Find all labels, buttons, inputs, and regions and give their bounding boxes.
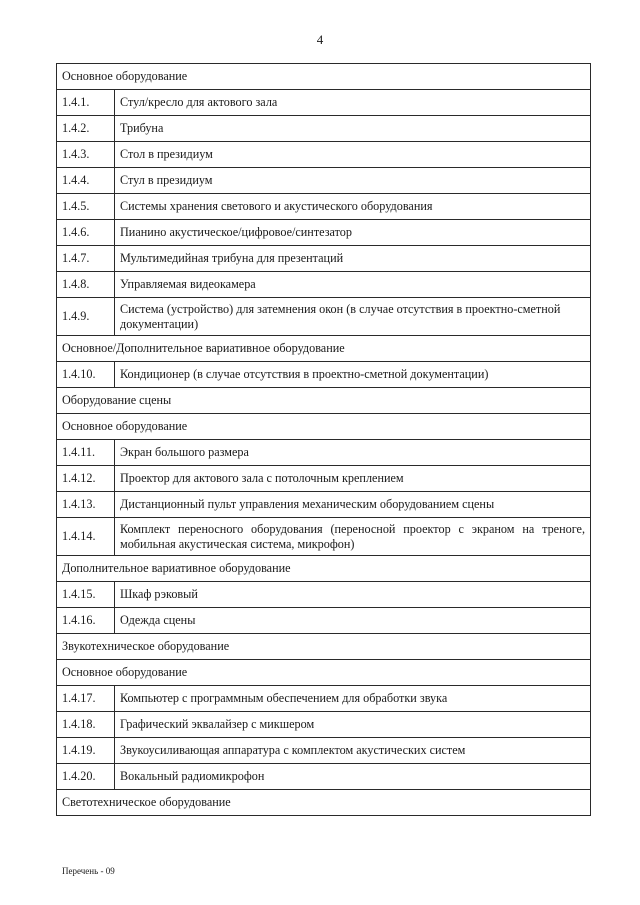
section-header: Основное/Дополнительное вариативное оборудование <box>57 336 591 362</box>
item-number: 1.4.11. <box>57 440 115 466</box>
section-header: Звукотехническое оборудование <box>57 634 591 660</box>
item-number: 1.4.14. <box>57 518 115 556</box>
table-row <box>57 556 591 582</box>
item-description: Стол в президиум <box>115 142 591 168</box>
item-description: Управляемая видеокамера <box>115 272 591 298</box>
item-description: Звукоусиливающая аппаратура с комплектом акустических систем <box>115 738 591 764</box>
table-row <box>57 362 591 388</box>
item-description: Стул в президиум <box>115 168 591 194</box>
page-number: 4 <box>316 32 324 47</box>
section-header: Основное оборудование <box>57 414 591 440</box>
table-row <box>57 64 591 90</box>
table-row <box>57 336 591 362</box>
table-row <box>57 388 591 414</box>
section-header: Светотехническое оборудование <box>57 790 591 816</box>
table-row <box>57 246 591 272</box>
item-description: Трибуна <box>115 116 591 142</box>
table-row <box>57 440 591 466</box>
table-row <box>57 194 591 220</box>
item-number: 1.4.15. <box>57 582 115 608</box>
document-footer: Перечень - 09 <box>62 866 115 876</box>
item-number: 1.4.3. <box>57 142 115 168</box>
item-description: Компьютер с программным обеспечением для обработки звука <box>115 686 591 712</box>
item-number: 1.4.19. <box>57 738 115 764</box>
item-description: Пианино акустическое/цифровое/синтезатор <box>115 220 591 246</box>
item-number: 1.4.7. <box>57 246 115 272</box>
item-description: Вокальный радиомикрофон <box>115 764 591 790</box>
item-number: 1.4.4. <box>57 168 115 194</box>
item-number: 1.4.9. <box>57 298 115 336</box>
item-description: Комплект переносного оборудования (переносной проектор с экраном на треноге, мобильная акустическая система, микрофон) <box>115 518 591 556</box>
table-row <box>57 790 591 816</box>
item-number: 1.4.1. <box>57 90 115 116</box>
table-row <box>57 168 591 194</box>
table-row <box>57 116 591 142</box>
table-row <box>57 518 591 556</box>
table-row <box>57 712 591 738</box>
table-row <box>57 608 591 634</box>
item-number: 1.4.13. <box>57 492 115 518</box>
item-description: Стул/кресло для актового зала <box>115 90 591 116</box>
item-number: 1.4.16. <box>57 608 115 634</box>
table-row <box>57 466 591 492</box>
table-row <box>57 90 591 116</box>
item-description: Графический эквалайзер с микшером <box>115 712 591 738</box>
item-description: Мультимедийная трибуна для презентаций <box>115 246 591 272</box>
item-description: Система (устройство) для затемнения окон (в случае отсутствия в проектно-сметной документации) <box>115 298 591 336</box>
item-number: 1.4.17. <box>57 686 115 712</box>
table-row <box>57 582 591 608</box>
item-description: Шкаф рэковый <box>115 582 591 608</box>
section-header: Дополнительное вариативное оборудование <box>57 556 591 582</box>
table-row <box>57 764 591 790</box>
table-row <box>57 738 591 764</box>
item-number: 1.4.18. <box>57 712 115 738</box>
item-number: 1.4.20. <box>57 764 115 790</box>
item-description: Проектор для актового зала с потолочным креплением <box>115 466 591 492</box>
item-description: Системы хранения светового и акустического оборудования <box>115 194 591 220</box>
table-row <box>57 414 591 440</box>
table-row <box>57 272 591 298</box>
table-row <box>57 686 591 712</box>
table-row <box>57 220 591 246</box>
item-description: Одежда сцены <box>115 608 591 634</box>
item-number: 1.4.12. <box>57 466 115 492</box>
table-row <box>57 492 591 518</box>
item-number: 1.4.10. <box>57 362 115 388</box>
table-row <box>57 660 591 686</box>
section-header: Оборудование сцены <box>57 388 591 414</box>
section-header: Основное оборудование <box>57 660 591 686</box>
table-row <box>57 298 591 336</box>
item-description: Дистанционный пульт управления механическим оборудованием сцены <box>115 492 591 518</box>
equipment-table <box>56 63 591 816</box>
item-number: 1.4.8. <box>57 272 115 298</box>
item-number: 1.4.5. <box>57 194 115 220</box>
section-header: Основное оборудование <box>57 64 591 90</box>
table-row <box>57 634 591 660</box>
item-number: 1.4.6. <box>57 220 115 246</box>
item-number: 1.4.2. <box>57 116 115 142</box>
table-row <box>57 142 591 168</box>
item-description: Экран большого размера <box>115 440 591 466</box>
item-description: Кондиционер (в случае отсутствия в проектно-сметной документации) <box>115 362 591 388</box>
